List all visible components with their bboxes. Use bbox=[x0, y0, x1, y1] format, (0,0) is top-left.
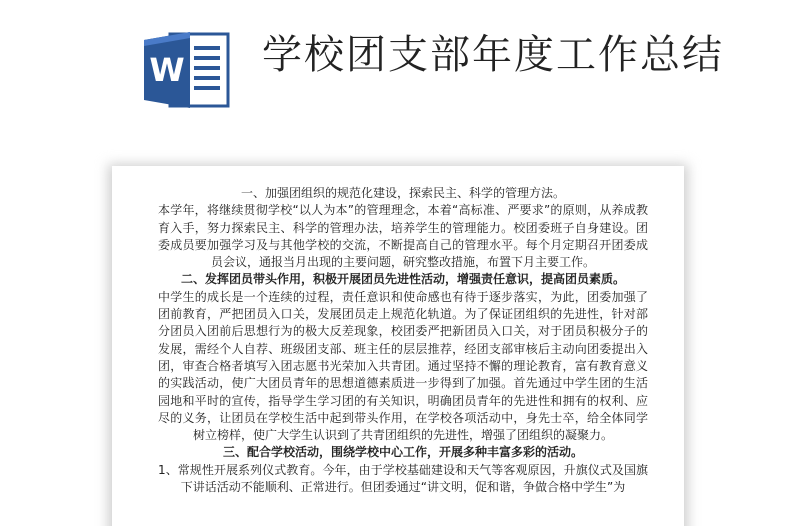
section-heading-2: 二、发挥团员带头作用，积极开展团员先进性活动，增强责任意识，提高团员素质。 bbox=[180, 272, 625, 287]
paragraph-1: 本学年，将继续贯彻学校“以人为本”的管理理念，本着“高标准、严要求”的原则，从养成教育入手，努力探索民主、科学的管理办法，培养学生的管理能力。校团委班子自身建设。团委成员要加强学习及与其他学校的交流，不断提高自己的管理水平。每个月定期召开团委成员会议，通报当月出现的主要问题，研究整改措施，布置下月主要工作。 bbox=[158, 203, 648, 270]
section-heading-1: 一、加强团组织的规范化建设，探索民主、科学的管理方法。 bbox=[240, 186, 565, 200]
word-document-icon bbox=[140, 28, 232, 112]
document-page bbox=[112, 166, 684, 526]
section-heading-3: 三、配合学校活动，围绕学校中心工作，开展多种丰富多彩的活动。 bbox=[222, 445, 583, 460]
word-icon-letter: W bbox=[149, 51, 185, 89]
paragraph-3: 1、常规性开展系列仪式教育。今年，由于学校基础建设和天气等客观原因，升旗仪式及国旗下讲话活动不能顺利、正常进行。但团委通过“讲文明，促和谐，争做合格中学生”为 bbox=[158, 462, 648, 495]
paragraph-2: 中学生的成长是一个连续的过程，责任意识和使命感也有待于逐步落实，为此，团委加强了团前教育，严把团员入口关，发展团员走上规范化轨道。为了保证团组织的先进性，针对部分团员入团前后思想行为的极大反差现象，校团委严把新团员入口关，对于团员积极分子的发展，需经个人自荐、班级团支部、班主任的层层推荐，经团支部审核后主动向团委提出入团，审查合格者填写入团志愿书光荣加入共青团。通过坚持不懈的理论教育，富有教育意义的实践活动，使广大团员青年的思想道德素质进一步得到了加强。首先通过中学生团的生活园地和平时的宣传，指导学生学习团的有关知识，明确团员青年的先进性和拥有的权利、应尽的义务，让团员在学校生活中起到带头作用，在学校各项活动中，身先士卒，给全体同学树立榜样，使广大学生认识到了共青团组织的先进性，增强了团组织的凝聚力。 bbox=[158, 289, 648, 443]
page-title: 学校团支部年度工作总结 bbox=[262, 32, 724, 78]
